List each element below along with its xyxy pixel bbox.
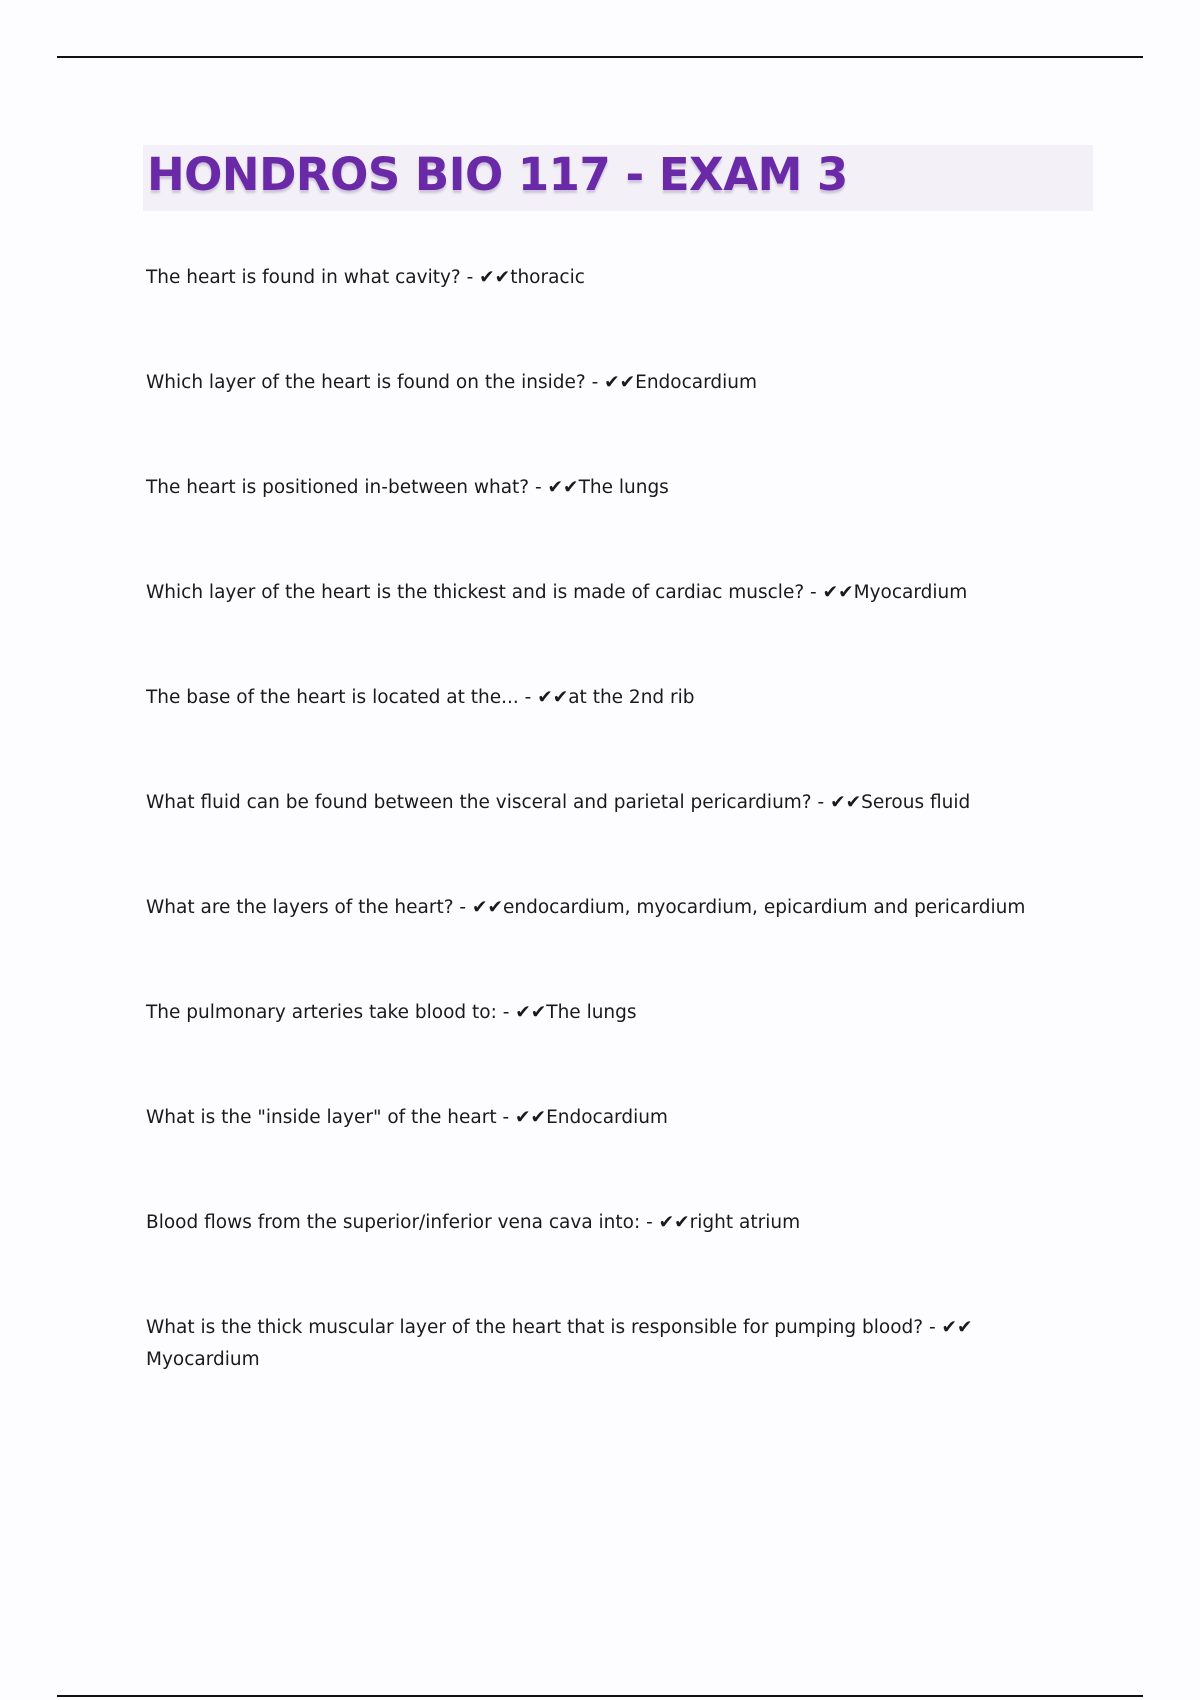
question-text: What is the "inside layer" of the heart bbox=[146, 1107, 497, 1128]
question-text: What fluid can be found between the visceral and parietal pericardium? bbox=[146, 792, 812, 813]
answer-text: Myocardium bbox=[146, 1349, 260, 1370]
answer-text: The lungs bbox=[546, 1002, 637, 1023]
answer-text: at the 2nd rib bbox=[568, 687, 695, 708]
qa-item bbox=[146, 577, 1086, 682]
question-text: What is the thick muscular layer of the heart that is responsible for pumping blood? bbox=[146, 1317, 924, 1338]
check-separator: - ✔✔ bbox=[518, 687, 569, 708]
qa-item bbox=[146, 262, 1086, 367]
document-title: HONDROS BIO 117 - EXAM 3 bbox=[147, 148, 848, 201]
answer-text: thoracic bbox=[510, 267, 585, 288]
check-separator: - ✔✔ bbox=[923, 1317, 973, 1338]
question-text: Which layer of the heart is found on the inside? bbox=[146, 372, 586, 393]
qa-item bbox=[146, 1102, 1086, 1207]
answer-text: The lungs bbox=[578, 477, 669, 498]
check-separator: - ✔✔ bbox=[496, 1107, 547, 1128]
answer-text: Serous fluid bbox=[861, 792, 971, 813]
answer-text: Endocardium bbox=[635, 372, 758, 393]
check-separator: - ✔✔ bbox=[496, 1002, 547, 1023]
question-text: What are the layers of the heart? bbox=[146, 897, 454, 918]
check-separator: - ✔✔ bbox=[811, 792, 862, 813]
answer-text: endocardium, myocardium, epicardium and pericardium bbox=[503, 897, 1026, 918]
qa-item bbox=[146, 787, 1086, 892]
question-text: The heart is positioned in-between what? bbox=[146, 477, 530, 498]
answer-text: right atrium bbox=[689, 1212, 801, 1233]
top-rule bbox=[57, 56, 1143, 58]
question-text: The base of the heart is located at the... bbox=[146, 687, 519, 708]
answer-text: Endocardium bbox=[546, 1107, 668, 1128]
qa-item bbox=[146, 1312, 1086, 1376]
check-separator: - ✔✔ bbox=[585, 372, 636, 393]
question-text: Blood flows from the superior/inferior vena cava into: bbox=[146, 1212, 641, 1233]
qa-item bbox=[146, 682, 1086, 787]
qa-item bbox=[146, 892, 1086, 997]
question-text: Which layer of the heart is the thickest and is made of cardiac muscle? bbox=[146, 582, 805, 603]
check-separator: - ✔✔ bbox=[804, 582, 854, 603]
check-separator: - ✔✔ bbox=[640, 1212, 690, 1233]
bottom-rule bbox=[57, 1695, 1143, 1697]
qa-item bbox=[146, 367, 1086, 472]
qa-list bbox=[146, 262, 1086, 1376]
qa-item bbox=[146, 1207, 1086, 1312]
answer-text: Myocardium bbox=[853, 582, 968, 603]
question-text: The pulmonary arteries take blood to: bbox=[146, 1002, 497, 1023]
check-separator: - ✔✔ bbox=[529, 477, 579, 498]
question-text: The heart is found in what cavity? bbox=[146, 267, 461, 288]
check-separator: - ✔✔ bbox=[460, 267, 511, 288]
qa-item bbox=[146, 472, 1086, 577]
qa-item bbox=[146, 997, 1086, 1102]
check-separator: - ✔✔ bbox=[453, 897, 503, 918]
